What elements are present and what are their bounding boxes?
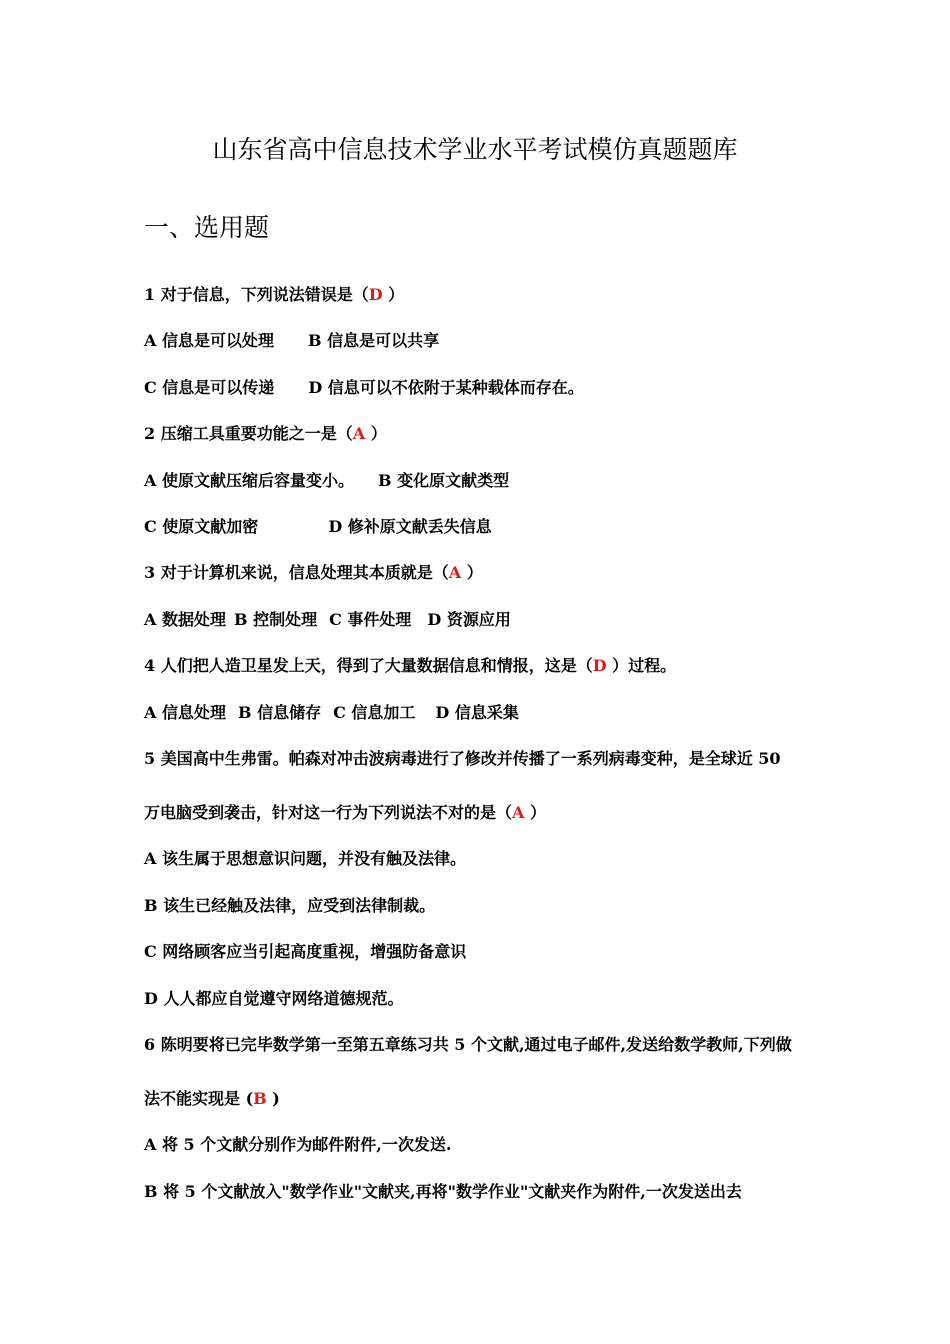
- question-4-stem: [144, 655, 676, 677]
- option-c: C 使原文献加密: [144, 517, 259, 536]
- question-2-stem: [144, 423, 387, 445]
- question-text-end: ）: [365, 424, 387, 443]
- question-5-option-b: B 该生已经触及法律，应受到法律制裁。: [144, 896, 436, 915]
- question-text-end: ）: [382, 285, 405, 304]
- answer-mark: A: [512, 803, 525, 822]
- option-b: B 变化原文献类型: [378, 471, 510, 490]
- question-text-end: ): [266, 1089, 280, 1108]
- section-heading: 一、选用题: [144, 213, 270, 242]
- answer-mark: A: [448, 563, 462, 582]
- question-3-options: [144, 609, 511, 631]
- option-a: A 信息处理: [144, 703, 226, 722]
- question-3-stem: [144, 562, 483, 584]
- option-a: A 信息是可以处理: [144, 331, 274, 350]
- question-1-stem: [144, 284, 404, 306]
- question-text: 2 压缩工具重要功能之一是（: [144, 424, 353, 443]
- question-text: 法不能实现是 (: [144, 1089, 254, 1108]
- option-b: B 信息储存: [238, 703, 322, 722]
- question-1-options-cd: [144, 377, 584, 399]
- question-5-stem-line-1: 5 美国高中生弗雷。帕森对冲击波病毒进行了修改并传播了一系列病毒变种，是全球近 50: [144, 749, 781, 768]
- option-c: C 信息加工: [333, 703, 416, 722]
- question-text-end: ）: [524, 803, 547, 822]
- question-6-option-b: B 将 5 个文献放入"数学作业"文献夹,再将"数学作业"文献夹作为附件,一次发送出去: [144, 1182, 742, 1201]
- option-d: D 资源应用: [427, 610, 511, 629]
- question-text: 万电脑受到袭击，针对这一行为下列说法不对的是（: [144, 803, 513, 822]
- question-text-end: ）: [461, 563, 483, 582]
- question-6-option-a: A 将 5 个文献分别作为邮件附件,一次发送.: [144, 1135, 452, 1154]
- question-text: 3 对于计算机来说，信息处理其本质就是（: [144, 563, 449, 582]
- question-6-stem-line-2: [144, 1088, 280, 1110]
- option-a: A 使原文献压缩后容量变小。: [144, 471, 354, 490]
- question-5-option-d: D 人人都应自觉遵守网络道德规范。: [144, 989, 404, 1008]
- option-b: B 控制处理: [234, 610, 318, 629]
- answer-mark: B: [253, 1089, 267, 1108]
- question-text: 1 对于信息，下列说法错误是（: [144, 285, 369, 304]
- option-c: C 事件处理: [329, 610, 412, 629]
- answer-mark: A: [352, 424, 366, 443]
- option-b: B 信息是可以共享: [308, 331, 440, 350]
- answer-mark: D: [592, 656, 607, 675]
- question-5-option-c: C 网络顾客应当引起高度重视，增强防备意识: [144, 942, 467, 961]
- question-5-option-a: A 该生属于思想意识问题，并没有触及法律。: [144, 849, 466, 868]
- question-2-options-cd: [144, 516, 492, 538]
- option-d: D 修补原文献丢失信息: [328, 517, 492, 536]
- question-5-stem-line-2: [144, 802, 546, 824]
- option-d: D 信息可以不依附于某种载体而存在。: [308, 378, 584, 397]
- question-6-stem-line-1: 6 陈明要将已完毕数学第一至第五章练习共 5 个文献,通过电子邮件,发送给数学教师,下列做: [144, 1035, 792, 1054]
- answer-mark: D: [368, 285, 383, 304]
- option-c: C 信息是可以传递: [144, 378, 275, 397]
- question-text-end: ）过程。: [606, 656, 677, 675]
- page-title: 山东省高中信息技术学业水平考试模仿真题题库: [212, 135, 738, 164]
- question-4-options: [144, 702, 519, 724]
- option-d: D 信息采集: [435, 703, 519, 722]
- option-a: A 数据处理: [144, 610, 226, 629]
- question-text: 4 人们把人造卫星发上天，得到了大量数据信息和情报，这是（: [144, 656, 593, 675]
- question-1-options-ab: [144, 330, 439, 352]
- question-2-options-ab: [144, 470, 509, 492]
